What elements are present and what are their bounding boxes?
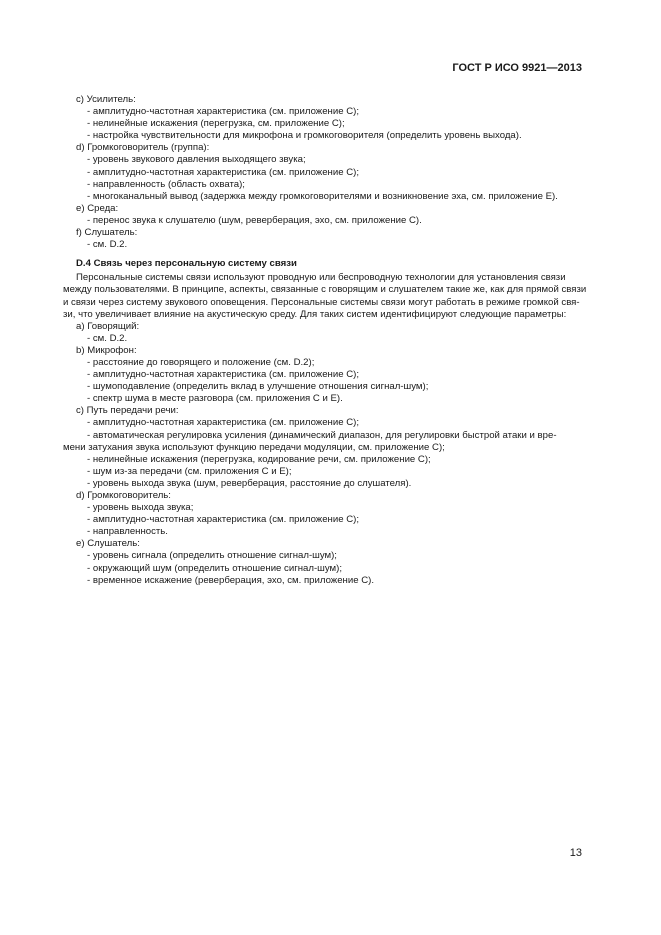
paragraph-line: зи, что увеличивает влияние на акустическую среду. Для таких систем идентифицируют следующие параметры: [63, 308, 567, 320]
list-item: - расстояние до говорящего и положение (см. D.2); [87, 356, 315, 368]
paragraph-line: между пользователями. В принципе, аспекты, связанные с говорящим и слушателем такие же, как для прямой связи [63, 284, 587, 296]
section-title: D.4 Связь через персональную систему связи [76, 258, 297, 270]
list-item: - амплитудно-частотная характеристика (см. приложение С); [87, 369, 359, 381]
list-item: - автоматическая регулировка усиления (динамический диапазон, для регулировки быстрой атаки и вре- [87, 429, 557, 441]
list-label: c) Путь передачи речи: [76, 405, 179, 417]
page-number: 13 [569, 847, 582, 859]
list-item: - уровень звукового давления выходящего звука; [87, 154, 306, 166]
list-label: d) Громкоговоритель: [76, 490, 171, 501]
list-item: - уровень сигнала (определить отношение сигнал-шум); [87, 550, 337, 562]
list-item: - уровень выхода звука (шум, реверберация, расстояние до слушателя). [87, 477, 412, 489]
list-item: - направленность. [87, 526, 168, 538]
list-item: - нелинейные искажения (перегрузка, см. приложение С); [87, 118, 345, 130]
list-item: - спектр шума в месте разговора (см. приложения С и Е). [87, 393, 343, 405]
list-item: - шумоподавление (определить вклад в улучшение отношения сигнал-шум); [87, 381, 429, 393]
list-item: - см. D.2. [87, 332, 128, 344]
list-item: - временное искажение (реверберация, эхо, см. приложение С). [87, 574, 374, 586]
list-label: b) Микрофон: [76, 344, 137, 356]
list-item: - амплитудно-частотная характеристика (см. приложение С); [87, 106, 359, 118]
list-item: - см. D.2. [87, 239, 128, 251]
list-item: - настройка чувствительности для микрофона и громкоговорителя (определить уровень выхода). [87, 130, 522, 142]
list-item: - уровень выхода звука; [87, 502, 194, 514]
document-header: ГОСТ Р ИСО 9921—2013 [452, 62, 582, 74]
list-label: f) Слушатель: [76, 227, 138, 239]
list-item: - перенос звука к слушателю (шум, реверберация, эхо, см. приложение С). [87, 214, 422, 226]
list-item: - амплитудно-частотная характеристика (см. приложение С); [87, 514, 359, 526]
list-item: - нелинейные искажения (перегрузка, кодирование речи, см. приложение С); [87, 453, 431, 465]
list-label: e) Среда: [76, 202, 119, 214]
paragraph-line: Персональные системы связи используют проводную или беспроводную технологии для установления связи [76, 272, 566, 284]
list-item: - многоканальный вывод (задержка между громкоговорителями и возникновение эха, см. приложение Е). [87, 190, 558, 202]
list-item-continuation: мени затухания звука используют функцию передачи модуляции, см. приложение С); [63, 441, 445, 453]
list-item: - направленность (область охвата); [87, 178, 245, 190]
paragraph-line: и связи через систему звукового оповещения. Персональные системы связи могут работать в режиме громкой свя- [63, 296, 580, 308]
list-label: a) Говорящий: [76, 320, 140, 332]
list-item: - амплитудно-частотная характеристика (см. приложение С); [87, 417, 359, 429]
section-paragraph [63, 272, 587, 320]
page-content [63, 94, 587, 587]
list-label: d) Громкоговоритель (группа): [76, 142, 210, 154]
list-item: - амплитудно-частотная характеристика (см. приложение С); [87, 166, 359, 178]
list-item: - шум из-за передачи (см. приложения С и Е); [87, 465, 292, 477]
list-label: c) Усилитель: [76, 94, 136, 105]
list-label: e) Слушатель: [76, 538, 140, 550]
list-item: - окружающий шум (определить отношение сигнал-шум); [87, 562, 342, 574]
